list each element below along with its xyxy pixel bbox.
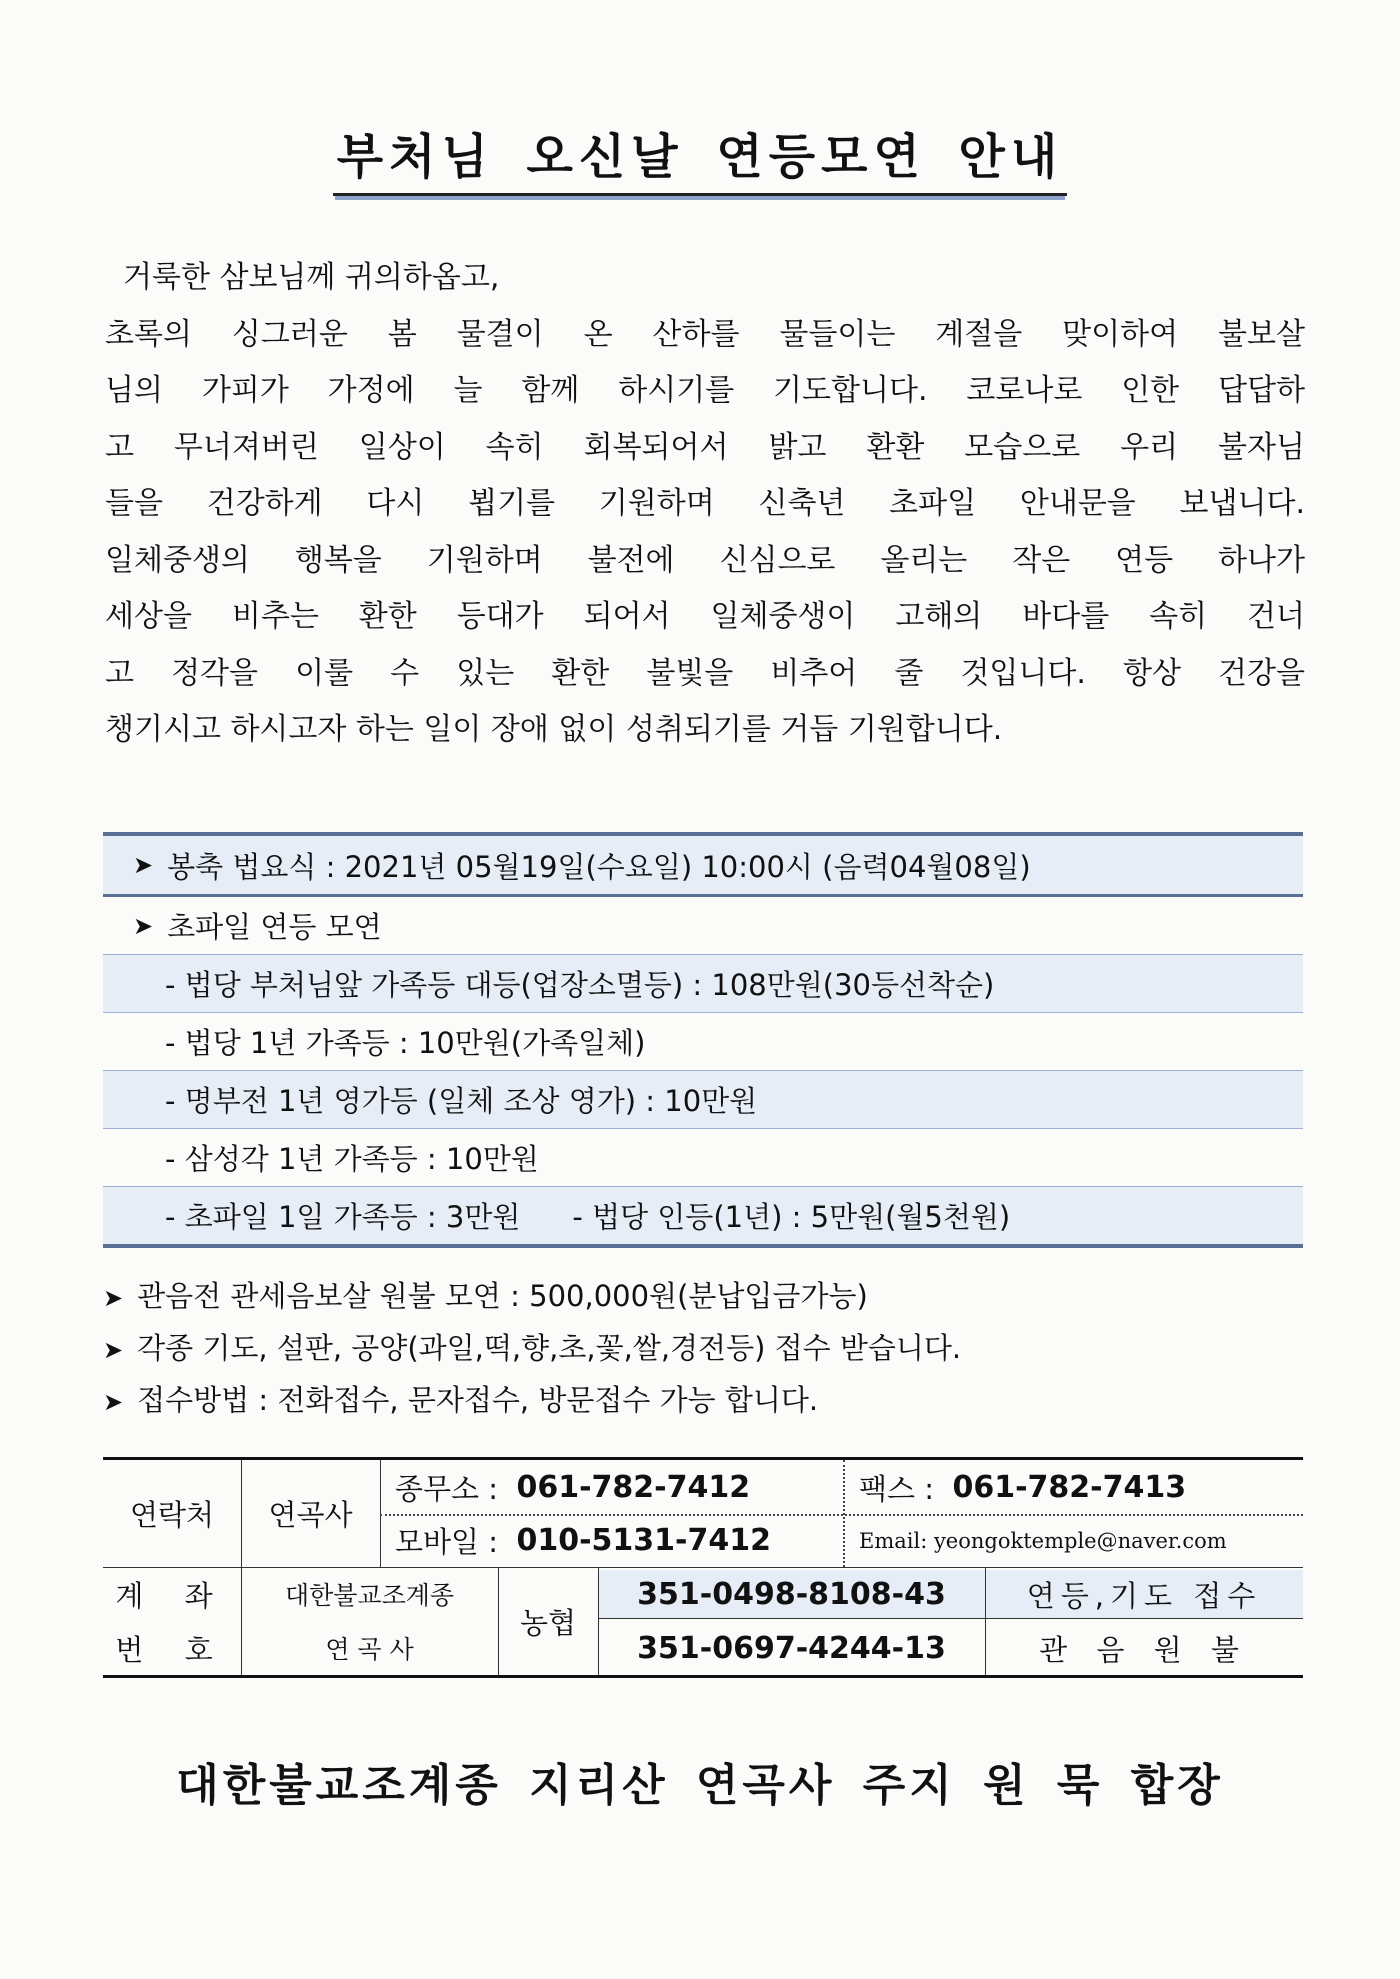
office-phone-cell <box>395 1460 750 1514</box>
contact-label: 연락처 <box>129 1498 215 1532</box>
lantern-heading: 초파일 연등 모연 <box>167 910 382 944</box>
office-phone: 061-782-7412 <box>516 1469 751 1505</box>
intro-line: 세상을 비추는 환한 등대가 되어서 일체중생이 고해의 바다를 속히 건너 <box>105 599 1305 634</box>
lantern-item-row <box>103 955 1303 1013</box>
arrow-bullet-icon: ➤ <box>133 911 154 940</box>
bullet-item <box>103 1378 1303 1419</box>
bullet-text: 각종 기도, 설판, 공양(과일,떡,향,초,꽃,쌀,경전등) 접수 받습니다. <box>137 1331 962 1365</box>
email-text: Email: yeongoktemple@naver.com <box>859 1528 1227 1553</box>
lantern-item: - 법당 1년 가족등 : 10만원(가족일체) <box>165 1026 646 1060</box>
mobile-label: 모바일 : <box>395 1525 499 1559</box>
divider <box>843 1460 845 1567</box>
footer-signature: 대한불교조계종 지리산 연곡사 주지 원 묵 합장 <box>176 1760 1224 1811</box>
arrow-bullet-icon: ➤ <box>103 1336 124 1364</box>
bullet-text: 관음전 관세음보살 원불 모연 : 500,000원(분납입금가능) <box>137 1279 868 1313</box>
intro-line: 거룩한 삼보님께 귀의하옵고, <box>123 260 500 295</box>
temple-name: 연곡사 <box>268 1498 353 1532</box>
intro-paragraph <box>105 250 1305 759</box>
lantern-item-row <box>103 1129 1303 1187</box>
title-block <box>0 118 1400 196</box>
account-label: 계 좌 <box>115 1578 229 1613</box>
lantern-item: - 법당 부처님앞 가족등 대등(업장소멸등) : 108만원(30등선착순) <box>165 968 995 1002</box>
mobile-phone: 010-5131-7412 <box>516 1523 771 1558</box>
account-purpose: 관 음 원 불 <box>1039 1632 1249 1667</box>
lantern-item: - 삼성각 1년 가족등 : 10만원 <box>165 1142 539 1176</box>
arrow-bullet-icon: ➤ <box>103 1388 124 1416</box>
lantern-item: - 법당 인등(1년) : 5만원(월5천원) <box>572 1200 1011 1234</box>
intro-line: 일체중생의 행복을 기원하며 불전에 신심으로 올리는 작은 연등 하나가 <box>105 542 1305 578</box>
account-number: 351-0498-8108-43 <box>637 1576 946 1612</box>
bullet-item <box>103 1274 1303 1315</box>
bullet-text: 접수방법 : 전화접수, 문자접수, 방문접수 가능 합니다. <box>137 1383 819 1417</box>
bullet-item <box>103 1326 1303 1367</box>
intro-line: 초록의 싱그러운 봄 물결이 온 산하를 물들이는 계절을 맞이하여 불보살 <box>105 316 1305 352</box>
fax-phone: 061-782-7413 <box>952 1469 1187 1505</box>
ceremony-row <box>103 836 1303 897</box>
ceremony-text: 봉축 법요식 : 2021년 05월19일(수요일) 10:00시 (음력04월08일) <box>167 849 1031 884</box>
arrow-bullet-icon: ➤ <box>133 851 154 879</box>
intro-line: 님의 가피가 가정에 늘 함께 하시기를 기도합니다. 코로나로 인한 답답하 <box>105 373 1305 408</box>
page-title: 부처님 오신날 연등모연 안내 <box>333 118 1068 196</box>
fax-cell <box>859 1460 1186 1514</box>
mobile-phone-cell <box>395 1514 771 1567</box>
fax-label: 팩스 : <box>859 1471 935 1506</box>
account-number: 351-0697-4244-13 <box>637 1630 946 1666</box>
account-holder: 대한불교조계종 <box>284 1581 455 1610</box>
contact-table <box>103 1457 1303 1678</box>
account-holder: 연 곡 사 <box>325 1635 414 1664</box>
lantern-item-row <box>103 1013 1303 1071</box>
lantern-item-row <box>103 1071 1303 1129</box>
office-label: 종무소 : <box>395 1471 499 1506</box>
intro-line: 들을 건강하게 다시 뵙기를 기원하며 신축년 초파일 안내문을 보냅니다. <box>105 486 1305 521</box>
bank-name: 농협 <box>519 1605 577 1640</box>
lantern-item: - 초파일 1일 가족등 : 3만원 <box>165 1200 521 1234</box>
account-purpose: 연등,기도 접수 <box>1026 1578 1262 1613</box>
intro-line: 챙기시고 하시고자 하는 일이 장애 없이 성취되기를 거듭 기원합니다. <box>105 712 1003 747</box>
account-label: 번 호 <box>115 1632 229 1667</box>
lantern-item-row <box>103 1187 1303 1244</box>
lantern-heading-row <box>103 897 1303 955</box>
lantern-item: - 명부전 1년 영가등 (일체 조상 영가) : 10만원 <box>165 1084 758 1118</box>
intro-line: 고 무너져버린 일상이 속히 회복되어서 밝고 환환 모습으로 우리 불자님 <box>105 429 1305 465</box>
intro-line: 고 정각을 이룰 수 있는 환한 불빛을 비추어 줄 것입니다. 항상 건강을 <box>105 655 1305 691</box>
event-table <box>103 832 1303 1248</box>
arrow-bullet-icon: ➤ <box>103 1284 124 1312</box>
